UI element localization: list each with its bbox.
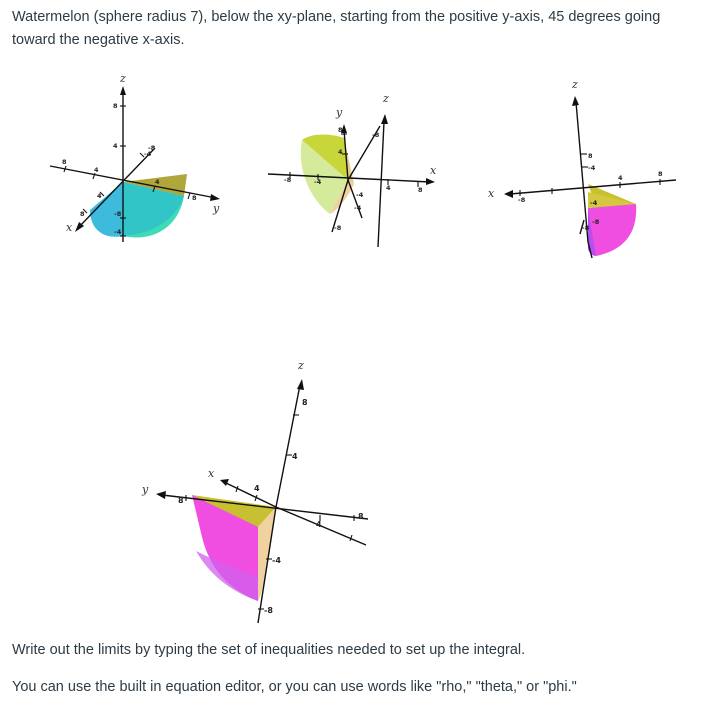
tick-label: 8 [113,102,118,110]
tick-label: -8 [518,196,526,204]
tick-label: -8 [582,224,590,232]
tick-label: -8 [148,144,156,152]
tick-label: 8 [338,126,343,134]
y-axis-label: y [213,202,220,215]
tick-label: 8 [192,194,197,202]
z-axis [276,385,300,507]
tick-label: 8 [658,170,663,178]
z-axis-label: z [120,72,126,85]
x-axis-label: x [66,221,73,234]
z-axis-label: z [298,359,304,372]
tick-label: -8 [114,210,122,218]
tick-label: -4 [590,199,598,207]
z-axis-lower [348,180,362,218]
tick-label: 8 [62,158,67,166]
instruction-editor-hint: You can use the built in equation editor, or you can use words like "rho," "theta," or "phi." [12,679,577,695]
tick-label: -8 [334,224,342,232]
figure-view-4 [130,355,390,630]
y-axis-arrow [156,491,166,499]
z-axis-label: z [572,78,578,91]
x-axis-arrow [504,190,513,198]
tick-label: 4 [338,148,343,156]
tick-label: 4 [386,184,391,192]
y-axis-arrow [210,194,220,201]
figure-view-1 [40,70,230,250]
tick-label: -4 [114,228,122,236]
tick-label: 4 [292,452,298,461]
tick-label: 4 [316,520,322,529]
z-axis-arrow [120,86,126,95]
x-axis-arrow [426,178,435,185]
tick-label: 8 [418,186,423,194]
tick-label: -8 [284,176,292,184]
z-axis-label: z [383,92,389,105]
z-axis-arrow [381,114,388,124]
z-axis-arrow [297,379,304,390]
z-axis-arrow [572,96,579,106]
z-axis [378,122,384,247]
x-axis-label: x [430,164,437,177]
x-axis-arrow [220,479,229,486]
tick-label: 8 [178,496,184,505]
x-axis-label: x [488,187,495,200]
wedge-outer-face [588,204,636,256]
tick-label: -4 [272,556,281,565]
tick-label: 4 [97,192,102,200]
figure-view-3 [480,72,680,267]
x-axis-label: x [208,467,215,480]
tick-label: -4 [314,178,322,186]
tick-label: 8 [302,398,308,407]
tick-label: 8 [80,210,85,218]
z-axis [576,102,588,242]
instruction-limits: Write out the limits by typing the set of inequalities needed to set up the integral. [12,642,526,658]
tick-label: -4 [354,204,362,212]
y-axis-label: y [336,106,343,119]
tick-label: -4 [144,150,152,158]
tick-label: 4 [113,142,118,150]
tick-label: -8 [264,606,273,615]
tick-label: -8 [372,131,380,139]
tick-label: 8 [358,512,364,521]
tick-label: -4 [588,164,596,172]
figure-view-2 [258,82,448,247]
tick-label: 4 [618,174,623,182]
tick-label: -8 [592,218,600,226]
tick-label: 4 [155,178,160,186]
tick-label: 4 [254,484,260,493]
tick-label: 4 [94,166,99,174]
tick-label: -4 [356,191,364,199]
tick-label: 8 [588,152,593,160]
y-axis-label: y [142,483,149,496]
question-prompt: Watermelon (sphere radius 7), below the xy-plane, starting from the positive y-axis, 45 degrees going toward the negative x-axis. [12,9,661,48]
